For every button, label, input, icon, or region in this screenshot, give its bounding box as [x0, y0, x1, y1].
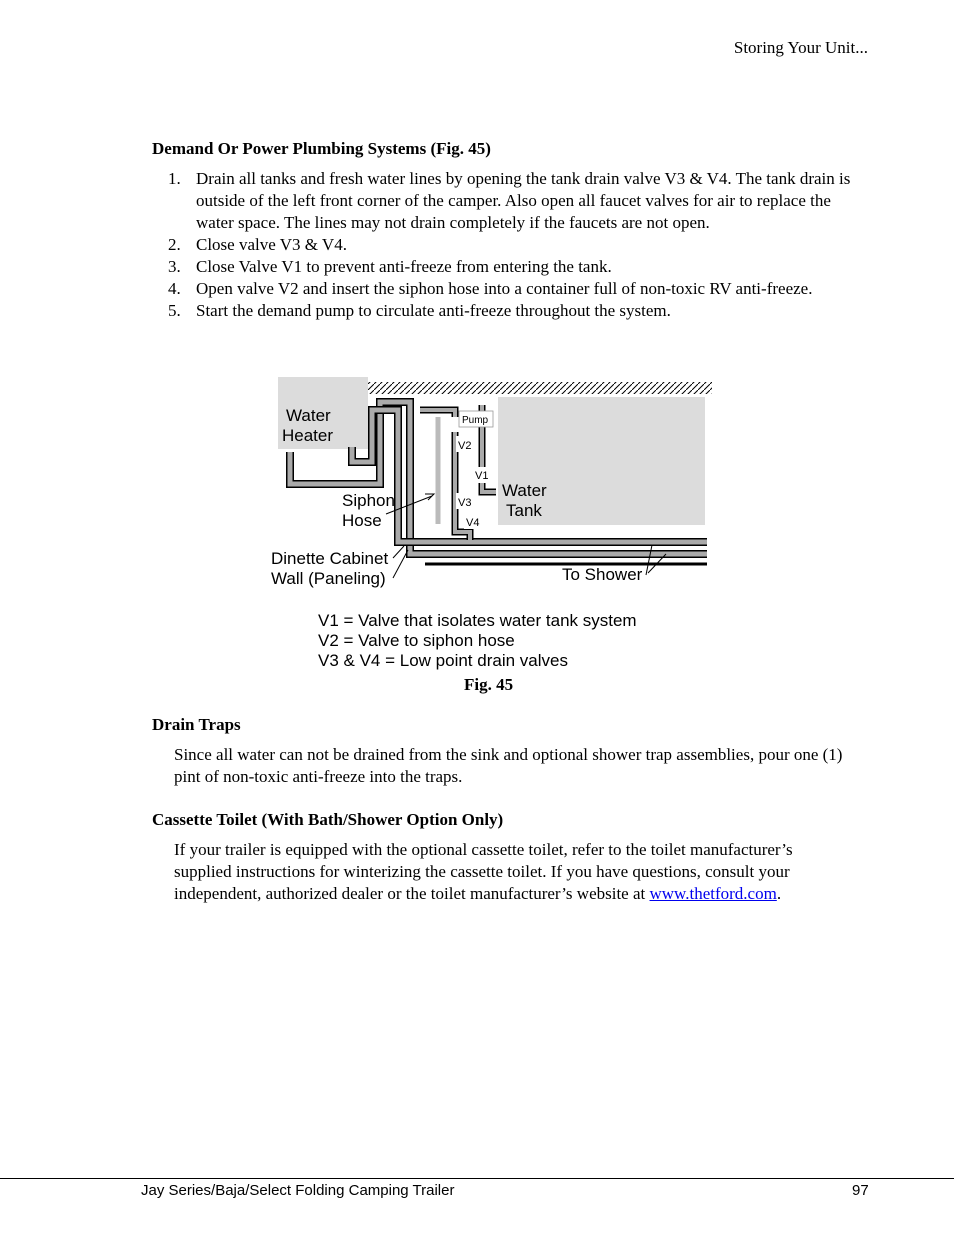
label-pump: Pump — [462, 415, 489, 426]
cassette-toilet-text-end: . — [776, 884, 782, 903]
list-text: Open valve V2 and insert the siphon hose into a container full of non-toxic RV anti-freeze. — [196, 279, 813, 298]
list-item — [152, 234, 852, 256]
legend-v3-v4: V3 & V4 = Low point drain valves — [318, 651, 568, 670]
list-number: 5. — [168, 301, 181, 320]
list-item — [152, 168, 852, 234]
list-number: 4. — [168, 279, 181, 298]
label-v2: V2 — [458, 440, 472, 452]
drain-traps-paragraph: Since all water can not be drained from the sink and optional shower trap assemblies, pour one (1) pint of non-toxic anti-freeze into the traps. — [174, 745, 843, 786]
running-header: Storing Your Unit... — [733, 38, 868, 57]
label-water-heater-line1: Water — [286, 406, 331, 425]
figure-caption: Fig. 45 — [464, 675, 514, 694]
label-water-tank-line1: Water — [502, 481, 547, 500]
page-number: 97 — [852, 1182, 869, 1199]
list-item — [152, 300, 852, 322]
list-item — [152, 256, 852, 278]
label-v3: V3 — [458, 497, 472, 509]
list-number: 2. — [168, 235, 181, 254]
label-siphon-line1: Siphon — [342, 491, 395, 510]
label-water-heater-line2: Heater — [282, 426, 334, 445]
label-to-shower: To Shower — [562, 565, 643, 584]
label-v4: V4 — [466, 517, 480, 529]
label-dinette-line1: Dinette Cabinet — [271, 549, 389, 568]
list-text: Close valve V3 & V4. — [196, 235, 347, 254]
label-siphon-line2: Hose — [342, 511, 382, 530]
list-number: 3. — [168, 257, 181, 276]
footer-divider — [0, 1178, 954, 1179]
label-dinette-line2: Wall (Paneling) — [271, 569, 386, 588]
section-heading-drain-traps: Drain Traps — [152, 715, 241, 734]
legend-v2: V2 = Valve to siphon hose — [318, 631, 515, 650]
list-number: 1. — [168, 169, 181, 188]
label-v1: V1 — [475, 470, 489, 482]
list-text: Start the demand pump to circulate anti-freeze throughout the system. — [196, 301, 671, 320]
list-item — [152, 278, 852, 300]
list-text: Close Valve V1 to prevent anti-freeze from entering the tank. — [196, 257, 612, 276]
section-heading-cassette-toilet: Cassette Toilet (With Bath/Shower Option Only) — [152, 810, 504, 829]
legend-v1: V1 = Valve that isolates water tank system — [318, 611, 637, 630]
cassette-toilet-text: If your trailer is equipped with the optional cassette toilet, refer to the toilet manufacturer’s supplied instructions for winterizing the cassette toilet. If you have questions, consult your independent, authorized dealer or the toilet manufacturer’s website at — [174, 840, 793, 903]
plumbing-diagram — [260, 372, 720, 672]
cassette-toilet-paragraph — [174, 839, 850, 905]
steps-list — [152, 168, 852, 322]
footer-title: Jay Series/Baja/Select Folding Camping Trailer — [141, 1182, 455, 1199]
section-heading-demand-plumbing: Demand Or Power Plumbing Systems (Fig. 45) — [152, 139, 491, 158]
thetford-website-link[interactable]: www.thetford.com — [649, 884, 777, 903]
list-text: Drain all tanks and fresh water lines by opening the tank drain valve V3 & V4. The tank drain is outside of the left front corner of the camper. Also open all faucet valves for air to replace the water space. The lines may not drain completely if the faucets are not open. — [196, 169, 851, 232]
label-water-tank-line2: Tank — [506, 501, 542, 520]
